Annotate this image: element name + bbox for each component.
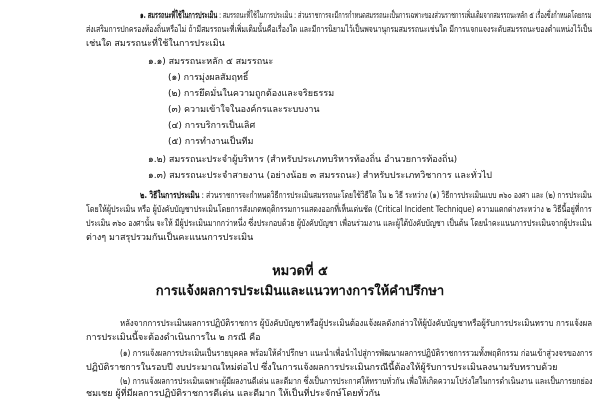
para1-line2: การประเมินนี้จะต้องดำเนินการใน ๒ กรณี คือ xyxy=(86,333,261,343)
executive-competency: ๑.๒) สมรรถนะประจำผู้บริหาร (สำหรับประเภทบริหารท้องถิ่น อำนวยการท้องถิ่น) xyxy=(148,155,458,165)
section1-line1 xyxy=(140,10,591,22)
section1-intro-1: : สมรรถนะที่ใช้ในการประเมิน : ส่วนราชการจะมีการกำหนดสมรรถนะเป็นการเฉพาะของส่วนราชการเพิ่มเติมจากสมรรถนะหลัก ๕ เรื่องซึ่งกำหนดโดยกรม xyxy=(219,11,592,21)
core-item-5: (๕) การทำงานเป็นทีม xyxy=(168,137,254,147)
section1-heading: ๑. สมรรถนะที่ใช้ในการประเมิน xyxy=(140,11,218,21)
section1-intro-3: เช่นใด สมรรถนะที่ใช้ในการประเมิน xyxy=(86,39,225,49)
core-item-4: (๔) การบริการเป็นเลิศ xyxy=(168,121,256,131)
section2-line1 xyxy=(140,190,592,202)
section2-text-2: โดยให้ผู้ประเมิน หรือ ผู้บังคับบัญชาประเมินโดยการสังเกตพฤติกรรมการแสดงออกที่เห็นเด่นชัด (Critical Incident Technique) ความแตกต่างระหว่าง ๒ วิธีนี้อยู่ที่การ xyxy=(86,205,592,215)
case1-line2: ปฏิบัติราชการในรอบปี งบประมาณใหม่ต่อไป ซึ่งในการแจ้งผลการประเมินกรณีนี้ต้องให้ผู้รับการประเมินลงนามรับทราบด้วย xyxy=(86,363,558,373)
case2-line2: ชมเชย ผู้ที่มีผลการปฏิบัติราชการดีเด่น และดีมาก ให้เป็นที่ประจักษ์โดยทั่วกัน xyxy=(86,389,381,399)
chapter-number: หมวดที่ ๕ xyxy=(272,264,328,279)
chapter-title: การแจ้งผลการประเมินและแนวทางการให้คำปรึกษา xyxy=(155,284,445,299)
core-item-2: (๒) การยึดมั่นในความถูกต้องและจริยธรรม xyxy=(168,89,335,99)
section1-intro-2: ส่งเสริมการปกครองท้องถิ่นหรือไม่ ถ้ามีสมรรถนะที่เพิ่มเติมนั้นคือเรื่องใด และมีการนิยามไว้เป็นพจนานุกรมสมรรถนะเช่นใด มีการแจกแจงระดับสมรรถนะของตำแหน่งไว้เป็น xyxy=(86,25,593,35)
functional-competency: ๑.๓) สมรรถนะประจำสายงาน (อย่างน้อย ๓ สมรรถนะ) สำหรับประเภทวิชาการ และทั่วไป xyxy=(148,171,492,181)
core-item-3: (๓) ความเข้าใจในองค์กรและระบบงาน xyxy=(168,105,320,115)
section2-text-3: ประเมิน ๓๖๐ องศานั้น จะให้ มีผู้ประเมินมากกว่าหนึ่ง ซึ่งประกอบด้วย ผู้บังคับบัญชา เพื่อนร่วมงาน และผู้ใต้บังคับบัญชา เป็นต้น โดยนำคะแนนการประเมินจากผู้ประเมิน xyxy=(86,219,592,229)
case2-line1: (๒) การแจ้งผลการประเมินเฉพาะผู้มีผลงานดีเด่น และดีมาก ซึ่งเป็นการประกาศให้ทราบทั่วกัน เพื่อให้เกิดความโปร่งใสในการดำเนินงาน และเป็นการยกย่อง xyxy=(120,377,593,387)
case1-line1: (๑) การแจ้งผลการประเมินเป็นรายบุคคล พร้อมให้คำปรึกษา แนะนำเพื่อนำไปสู่การพัฒนาผลการปฏิบัติราชการรวมทั้งพฤติกรรม ก่อนเข้าสู่วงจรของการ xyxy=(120,349,593,359)
section2-text-1: : ส่วนราชการจะกำหนดวิธีการประเมินสมรรถนะโดยใช้วิธีใด ใน ๒ วิธี ระหว่าง (๑) วิธีการประเมินแบบ ๓๖๐ องศา และ (๒) การประเมิน xyxy=(201,191,592,201)
section2-heading: ๒. วิธีในการประเมิน xyxy=(140,191,200,201)
core-competency-heading: ๑.๑) สมรรถนะหลัก ๕ สมรรถนะ xyxy=(148,57,274,67)
para1-line1: หลังจากการประเมินผลการปฏิบัติราชการ ผู้บังคับบัญชาหรือผู้ประเมินต้องแจ้งผลดังกล่าวให้ผู้บังคับบัญชาหรือผู้รับการประเมินทราบ การแจ้งผล xyxy=(120,319,593,329)
section2-text-4: ต่างๆ มาสรุปรวมกันเป็นคะแนนการประเมิน xyxy=(86,233,254,243)
core-item-1: (๑) การมุ่งผลสัมฤทธิ์ xyxy=(168,73,249,83)
